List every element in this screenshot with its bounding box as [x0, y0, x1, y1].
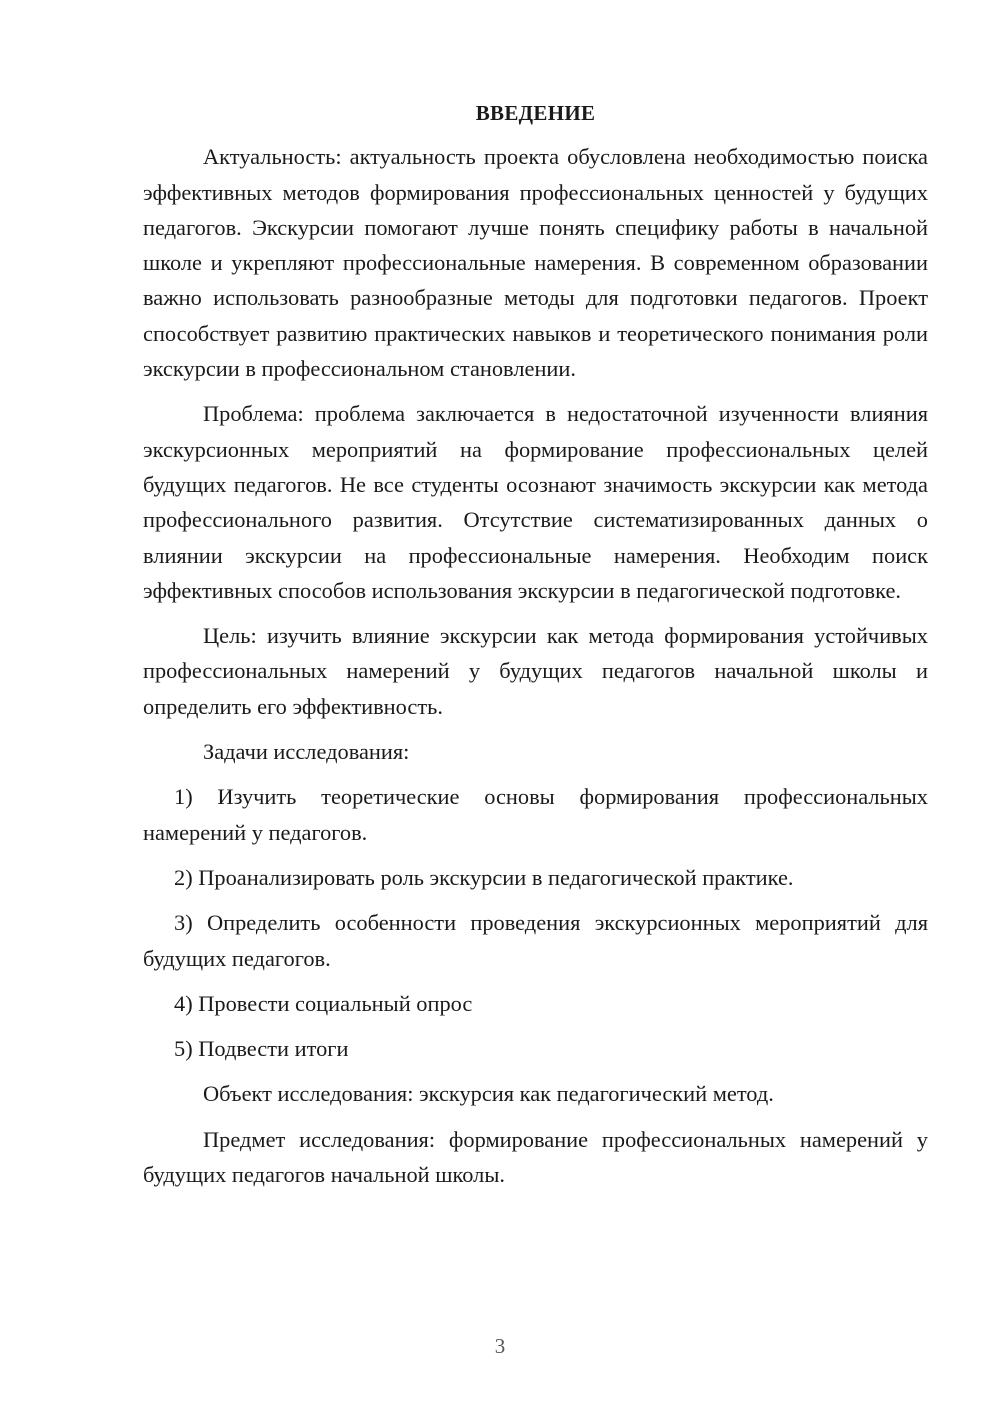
tasks-heading: Задачи исследования:	[203, 739, 410, 765]
problem-paragraph: Проблема: проблема заключается в недостаточной изученности влияния экскурсионных мероприятий на формирование профессиональных целей будущих педагогов. Не все студенты осознают значимость экскурсии как метода профессионального развития. Отсутствие систематизированных данных о влиянии экскурсии на профессиональные намерения. Необходим поиск эффективных способов использования экскурсии в педагогической подготовке.	[143, 401, 928, 603]
task-item-5: 5) Подвести итоги	[174, 1036, 349, 1062]
task-item-4: 4) Провести социальный опрос	[174, 990, 473, 1016]
task-item-1: 1) Изучить теоретические основы формирования профессиональных намерений у педагогов.	[143, 784, 928, 845]
task-item-3: 3) Определить особенности проведения экскурсионных мероприятий для будущих педагогов.	[143, 910, 928, 971]
relevance-paragraph: Актуальность: актуальность проекта обусловлена необходимостью поиска эффективных методов формирования профессиональных ценностей у будущих педагогов. Экскурсии помогают лучше понять специфику работы в начальной школе и укрепляют профессиональные намерения. В современном образовании важно использовать разнообразные методы для подготовки педагогов. Проект способствует развитию практических навыков и теоретического понимания роли экскурсии в профессиональном становлении.	[143, 144, 928, 382]
object-paragraph: Объект исследования: экскурсия как педагогический метод.	[203, 1081, 774, 1107]
goal-paragraph: Цель: изучить влияние экскурсии как метода формирования устойчивых профессиональных намерений у будущих педагогов начальной школы и определить его эффективность.	[143, 623, 928, 719]
task-item-2: 2) Проанализировать роль экскурсии в педагогической практике.	[174, 864, 794, 890]
page-content	[143, 96, 928, 1202]
page-number: 3	[494, 1334, 506, 1358]
page-title: ВВЕДЕНИЕ	[475, 101, 596, 125]
subject-paragraph: Предмет исследования: формирование профессиональных намерений у будущих педагогов начальной школы.	[143, 1126, 928, 1188]
